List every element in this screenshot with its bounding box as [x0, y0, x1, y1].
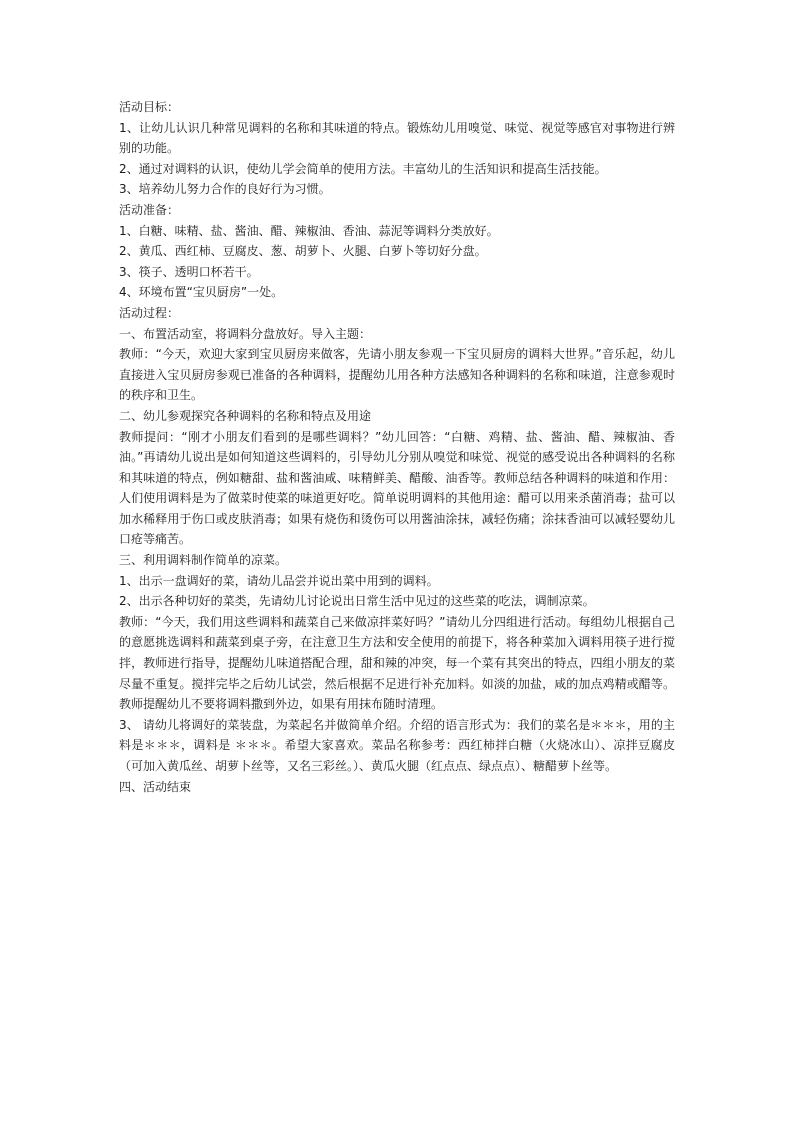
process-step-2-heading: 二、幼儿参观探究各种调料的名称和特点及用途	[119, 408, 372, 423]
process-step-3-heading: 三、利用调料制作简单的凉菜。	[119, 553, 288, 568]
section-heading-process: 活动过程：	[119, 305, 180, 320]
process-step-1-text: 教师：“今天，欢迎大家到宝贝厨房来做客，先请小朋友参观一下宝贝厨房的调料大世界。”音乐起，幼儿直接进入宝贝厨房参观已准备的各种调料，提醒幼儿用各种方法感知各种调料的名称和味道，注意参观时的秩序和卫生。	[119, 347, 675, 403]
goal-item-3: 3、培养幼儿努力合作的良好行为习惯。	[119, 182, 331, 197]
preparation-item-1: 1、白糖、味精、盐、酱油、醋、辣椒油、香油、蒜泥等调料分类放好。	[119, 223, 499, 238]
process-step-3-item-2: 2、出示各种切好的菜类，先请幼儿讨论说出日常生活中见过的这些菜的吃法，调制凉菜。	[119, 594, 595, 609]
preparation-item-3: 3、筷子、透明口杯若干。	[119, 264, 259, 279]
section-heading-goals: 活动目标：	[119, 100, 180, 114]
process-step-1-heading: 一、布置活动室，将调料分盘放好。导入主题：	[119, 326, 372, 341]
process-step-4-heading: 四、活动结束	[119, 779, 192, 794]
goal-item-2: 2、通过对调料的认识，使幼儿学会简单的使用方法。丰富幼儿的生活知识和提高生活技能。	[119, 161, 607, 176]
section-heading-preparation: 活动准备：	[119, 202, 180, 217]
process-step-2-text: 教师提问：“刚才小朋友们看到的是哪些调料？”幼儿回答：“白糖、鸡精、盐、酱油、醋、辣椒油、香油。”再请幼儿说出是如何知道这些调料的，引导幼儿分别从嗅觉和味觉、视觉的感受说出各种调料的名称和其味道的特点，例如糖甜、盐和酱油咸、味精鲜美、醋酸、油香等。教师总结各种调料的味道和作用：人们使用调料是为了做菜时使菜的味道更好吃。简单说明调料的其他用途：醋可以用来杀菌消毒；盐可以加水稀释用于伤口或皮肤消毒；如果有烧伤和烫伤可以用酱油涂抹，减轻伤痛；涂抹香油可以减轻婴幼儿口疮等痛苦。	[119, 429, 675, 547]
goal-item-1: 1、让幼儿认识几种常见调料的名称和其味道的特点。锻炼幼儿用嗅觉、味觉、视觉等感官对事物进行辨别的功能。	[119, 120, 675, 156]
document-body	[119, 97, 675, 797]
preparation-item-4: 4、环境布置“宝贝厨房”一处。	[119, 285, 284, 300]
preparation-item-2: 2、黄瓜、西红柿、豆腐皮、葱、胡萝卜、火腿、白萝卜等切好分盘。	[119, 244, 487, 259]
process-step-3-item-3: 3、 请幼儿将调好的菜装盘，为菜起名并做简单介绍。介绍的语言形式为：我们的菜名是＊＊＊，用的主料是＊＊＊，调料是 ＊＊＊。希望大家喜欢。菜品名称参考：西红柿拌白糖（火烧冰山）、凉拌豆腐皮（可加入黄瓜丝、胡萝卜丝等，又名三彩丝。）、黄瓜火腿（红点点、绿点点）、糖醋萝卜丝等。	[119, 717, 675, 773]
process-step-3-teacher-text: 教师：“今天，我们用这些调料和蔬菜自己来做凉拌菜好吗？”请幼儿分四组进行活动。每组幼儿根据自己的意愿挑选调料和蔬菜到桌子旁，在注意卫生方法和安全使用的前提下，将各种菜加入调料用筷子进行搅拌，教师进行指导，提醒幼儿味道搭配合理，甜和辣的冲突，每一个菜有其突出的特点，四组小朋友的菜尽量不重复。搅拌完毕之后幼儿试尝，然后根据不足进行补充加料。如淡的加盐，咸的加点鸡精或醋等。教师提醒幼儿不要将调料撒到外边，如果有用抹布随时清理。	[119, 614, 675, 712]
process-step-3-item-1: 1、出示一盘调好的菜，请幼儿品尝并说出菜中用到的调料。	[119, 573, 439, 588]
